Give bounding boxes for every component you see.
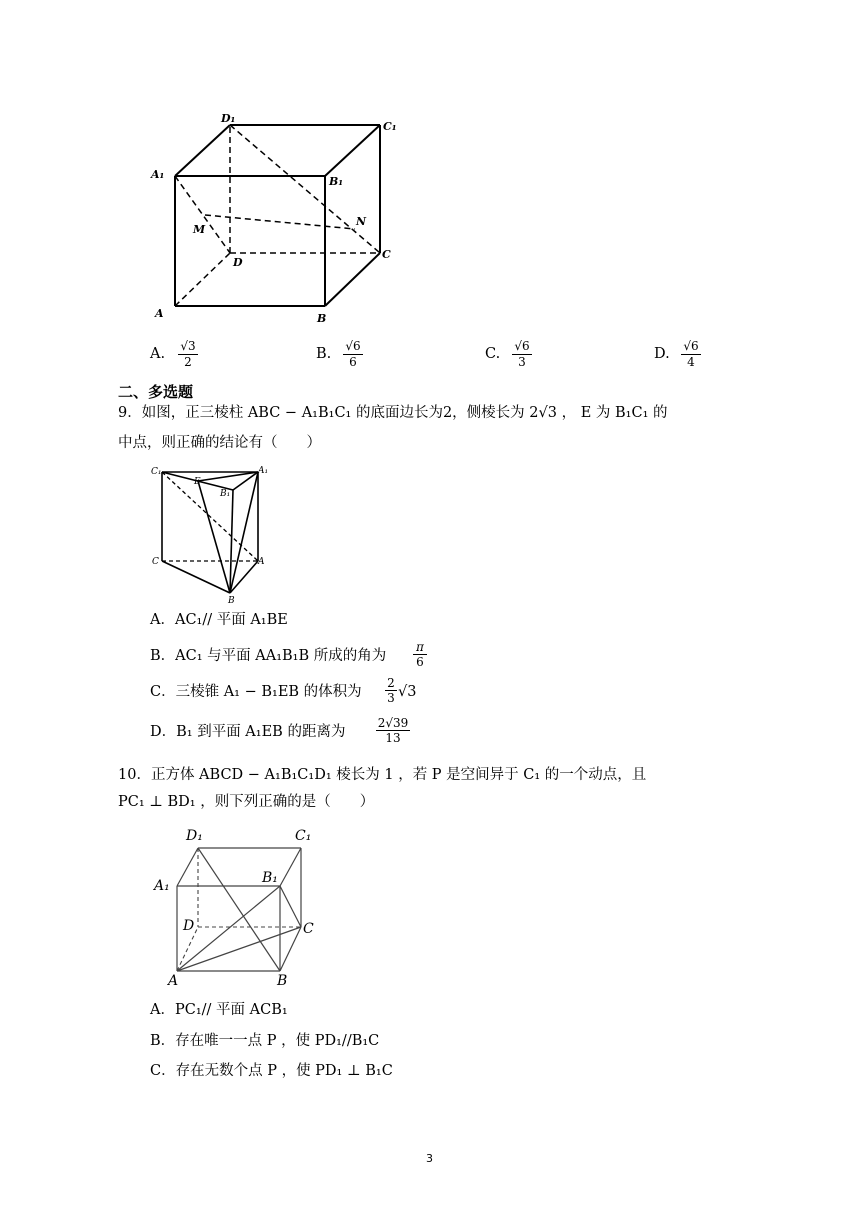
- label-a1: A₁: [154, 878, 170, 894]
- q9-option-d[interactable]: D．B₁ 到平面 A₁EB 的距离为: [150, 724, 346, 740]
- figure-cube-mn: [145, 105, 415, 330]
- label-a1: A₁: [258, 466, 269, 476]
- label-a1: A₁: [151, 168, 165, 181]
- label-b1: B₁: [262, 870, 278, 886]
- q9-stem-line2: 中点，则正确的结论有（ ）: [118, 435, 321, 451]
- q9-option-c-fraction: 2 3: [385, 676, 397, 705]
- label-n: N: [356, 215, 367, 228]
- q9-option-a[interactable]: A．AC₁// 平面 A₁BE: [150, 612, 288, 628]
- q9-option-c-radical: √3: [398, 684, 417, 700]
- label-c: C: [382, 248, 391, 261]
- page-number: 3: [426, 1152, 433, 1165]
- figure-cube-p: [150, 820, 325, 990]
- label-a: A: [155, 307, 164, 320]
- figure-prism: [148, 460, 273, 605]
- label-b: B: [277, 973, 288, 989]
- q9-option-d-fraction: 2√39 13: [377, 716, 409, 745]
- q9-option-b-fraction: π 6: [413, 640, 427, 669]
- label-d1: D₁: [221, 112, 236, 125]
- label-a: A: [258, 557, 265, 567]
- q10-option-c[interactable]: C．存在无数个点 P ，使 PD₁ ⊥ B₁C: [150, 1063, 393, 1079]
- label-c: C: [152, 557, 159, 567]
- q10-option-a[interactable]: A．PC₁// 平面 ACB₁: [150, 1002, 288, 1018]
- q10-stem-line2: PC₁ ⊥ BD₁ ，则下列正确的是（ ）: [118, 794, 375, 810]
- q9-stem-line1: 9．如图，正三棱柱 ABC − A₁B₁C₁ 的底面边长为2，侧棱长为 2√3 ， E 为 B₁C₁ 的: [118, 405, 668, 421]
- label-b1: B₁: [220, 489, 231, 499]
- label-d1: D₁: [186, 828, 203, 844]
- label-c1: C₁: [383, 120, 397, 133]
- section-title-multiple-choice: 二、多选题: [118, 383, 194, 401]
- label-b1: B₁: [329, 175, 344, 188]
- q9-option-c[interactable]: C．三棱锥 A₁ − B₁EB 的体积为: [150, 684, 362, 700]
- label-b: B: [317, 312, 327, 325]
- q10-stem-line1: 10．正方体 ABCD − A₁B₁C₁D₁ 棱长为 1 ，若 P 是空间异于 C₁ 的一个动点，且: [118, 767, 647, 783]
- label-m: M: [193, 223, 206, 236]
- label-d: D: [183, 918, 195, 934]
- label-c1: C₁: [151, 467, 162, 477]
- label-d: D: [233, 256, 243, 269]
- label-a: A: [168, 973, 179, 989]
- label-e: E: [194, 477, 201, 487]
- q9-option-b[interactable]: B．AC₁ 与平面 AA₁B₁B 所成的角为: [150, 648, 387, 664]
- label-b: B: [228, 596, 235, 605]
- q10-option-b[interactable]: B．存在唯一一点 P ，使 PD₁//B₁C: [150, 1033, 380, 1049]
- label-c: C: [303, 921, 314, 937]
- label-c1: C₁: [295, 828, 312, 844]
